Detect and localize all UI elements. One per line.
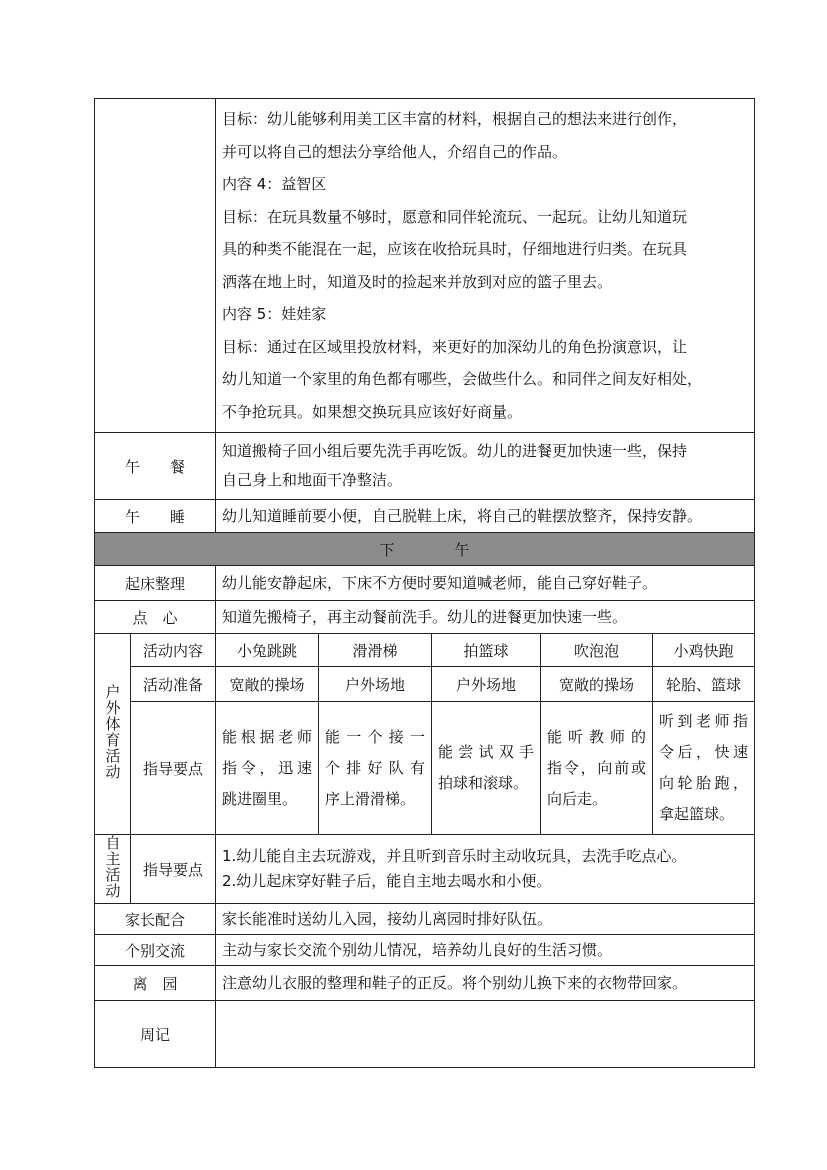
activity-name: 拍篮球 — [432, 634, 541, 667]
activity-prep: 宽敞的操场 — [216, 667, 319, 702]
leave-row — [95, 966, 755, 1001]
individual-content: 主动与家长交流个别幼儿情况，培养幼儿良好的生活习惯。 — [216, 935, 755, 966]
guide-line: 指令，向前或 — [547, 758, 646, 777]
text-line: 内容 4：益智区 — [222, 175, 327, 193]
snack-label: 点 心 — [95, 601, 216, 634]
activity-prep: 户外场地 — [319, 667, 432, 702]
self-activity-guide-label: 指导要点 — [131, 835, 216, 904]
outdoor-content-row — [95, 634, 755, 667]
individual-label: 个别交流 — [95, 935, 216, 966]
leave-label: 离 园 — [95, 966, 216, 1001]
self-activity-group-text: 自主活动 — [103, 835, 122, 899]
guide-line: 跳进圈里。 — [222, 789, 298, 808]
area-goals-content — [216, 99, 755, 433]
lunch-label: 午 餐 — [95, 433, 216, 500]
guide-line: 能根据老师 — [222, 727, 312, 746]
guide-line: 令后，快速 — [659, 743, 749, 761]
wakeup-label: 起床整理 — [95, 566, 216, 601]
guide-line: 听到老师指 — [659, 712, 749, 730]
activity-guide — [653, 702, 755, 835]
text-line: 目标：在玩具数量不够时，愿意和同伴轮流玩、一起玩。让幼儿知道玩 — [222, 207, 688, 226]
text-line: 具的种类不能混在一起，应该在收拾玩具时，仔细地进行归类。在玩具 — [222, 240, 688, 258]
activity-guide — [432, 702, 541, 835]
outdoor-content-label: 活动内容 — [131, 634, 216, 667]
outdoor-guide-label: 指导要点 — [131, 702, 216, 835]
afternoon-header: 下 午 — [95, 533, 755, 566]
wakeup-content: 幼儿能安静起床，下床不方便时要知道喊老师，能自己穿好鞋子。 — [216, 566, 755, 601]
weekly-label: 周记 — [95, 1001, 216, 1068]
weekly-row — [95, 1001, 755, 1068]
activity-prep: 户外场地 — [432, 667, 541, 702]
activity-guide — [319, 702, 432, 835]
parents-content: 家长能准时送幼儿入园，接幼儿离园时排好队伍。 — [216, 904, 755, 935]
snack-content: 知道先搬椅子，再主动餐前洗手。幼儿的进餐更加快速一些。 — [216, 601, 755, 634]
guide-line: 向后走。 — [547, 789, 608, 808]
guide-line: 向轮胎跑， — [659, 774, 749, 792]
outdoor-prep-label: 活动准备 — [131, 667, 216, 702]
nap-content: 幼儿知道睡前要小便，自己脱鞋上床，将自己的鞋摆放整齐，保持安静。 — [216, 500, 755, 533]
activity-name: 小兔跳跳 — [216, 634, 319, 667]
area-goals-row — [95, 99, 755, 433]
self-activity-content — [216, 835, 755, 904]
text-line: 知道搬椅子回小组后要先洗手再吃饭。幼儿的进餐更加快速一些，保持 — [222, 442, 688, 460]
text-line: 2.幼儿起床穿好鞋子后，能自主地去喝水和小便。 — [222, 872, 552, 890]
activity-guide — [541, 702, 653, 835]
outdoor-prep-row — [95, 667, 755, 702]
snack-row — [95, 601, 755, 634]
outdoor-group-text: 户外体育活动 — [103, 684, 122, 780]
guide-line: 能尝试双手 — [438, 743, 534, 761]
activity-guide — [216, 702, 319, 835]
activity-prep: 轮胎、篮球 — [653, 667, 755, 702]
guide-line: 能听教师的 — [547, 727, 646, 746]
text-line: 幼儿知道一个家里的角色都有哪些，会做些什么。和同伴之间友好相处， — [222, 370, 703, 388]
text-line: 自己身上和地面干净整洁。 — [222, 471, 403, 489]
parents-label: 家长配合 — [95, 904, 216, 935]
guide-line: 拍球和滚球。 — [438, 774, 529, 792]
guide-line: 个排好队有 — [325, 758, 425, 777]
text-line: 内容 5：娃娃家 — [222, 305, 327, 323]
self-activity-group-label — [95, 835, 131, 904]
afternoon-header-row — [95, 533, 755, 566]
activity-name: 吹泡泡 — [541, 634, 653, 667]
nap-label: 午 睡 — [95, 500, 216, 533]
text-line: 目标：幼儿能够利用美工区丰富的材料，根据自己的想法来进行创作， — [222, 110, 688, 128]
lunch-content — [216, 433, 755, 500]
text-line: 并可以将自己的想法分享给他人，介绍自己的作品。 — [222, 142, 568, 161]
area-goals-label-cell — [95, 99, 216, 433]
outdoor-guide-row — [95, 702, 755, 835]
leave-content: 注意幼儿衣服的整理和鞋子的正反。将个别幼儿换下来的衣物带回家。 — [216, 966, 755, 1001]
activity-prep: 宽敞的操场 — [541, 667, 653, 702]
self-activity-row — [95, 835, 755, 904]
text-line: 1.幼儿能自主去玩游戏，并且听到音乐时主动收玩具，去洗手吃点心。 — [222, 847, 687, 865]
guide-line: 拿起篮球。 — [659, 805, 735, 823]
guide-line: 能一个接一 — [325, 727, 425, 746]
activity-name: 小鸡快跑 — [653, 634, 755, 667]
activity-name: 滑滑梯 — [319, 634, 432, 667]
guide-line: 指令，迅速 — [222, 758, 312, 777]
parents-row — [95, 904, 755, 935]
plan-table — [94, 98, 755, 1068]
text-line: 不争抢玩具。如果想交换玩具应该好好商量。 — [222, 402, 523, 421]
individual-row — [95, 935, 755, 966]
outdoor-group-label — [95, 634, 131, 835]
guide-line: 序上滑滑梯。 — [325, 789, 416, 808]
text-line: 洒落在地上时，知道及时的捡起来并放到对应的篮子里去。 — [222, 272, 613, 291]
lunch-row — [95, 433, 755, 500]
nap-row — [95, 500, 755, 533]
weekly-content[interactable] — [216, 1001, 755, 1068]
wakeup-row — [95, 566, 755, 601]
text-line: 目标：通过在区域里投放材料，来更好的加深幼儿的角色扮演意识，让 — [222, 337, 688, 356]
